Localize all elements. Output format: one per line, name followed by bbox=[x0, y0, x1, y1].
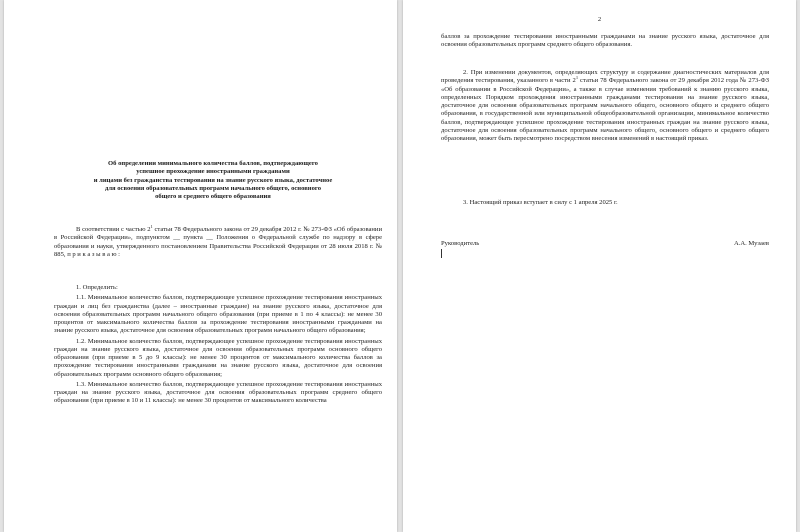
text-cursor bbox=[441, 249, 442, 258]
title-line: Об определении минимального количества баллов, подтверждающего bbox=[108, 160, 318, 167]
intro-text-a: В соответствии с частью 2 bbox=[76, 226, 151, 233]
section-1-heading: 1. Определить: bbox=[76, 284, 118, 291]
page-number: 2 bbox=[597, 16, 602, 23]
section-1-item: 1.1. Минимальное количество баллов, подтверждающее успешное прохождение тестирования иностранных граждан и лиц без гражданства (далее – иностранные граждане) на знание русского языка, достаточное для освоения образовательных программ начального общего образования (при приеме в 1 по 4 классы): не менее 30 процентов от максимального количества баллов за прохождение тестирования иностранными гражданами на знание русского языка, достаточное для освоения образовательных программ начального общего образования; bbox=[54, 294, 382, 335]
section-2-paragraph bbox=[441, 69, 769, 143]
intro-superscript: 1 bbox=[150, 223, 153, 229]
signature-block bbox=[441, 240, 769, 250]
title-line: и лицами без гражданства тестирования на знание русского языка, достаточное bbox=[93, 176, 333, 184]
document-page-2 bbox=[403, 0, 796, 532]
document-page-1 bbox=[4, 0, 397, 532]
section-1 bbox=[54, 284, 382, 406]
section-1-item: 1.3. Минимальное количество баллов, подтверждающее успешное прохождение тестирования иностранных граждан на знание русского языка, достаточное для освоения образовательных программ среднего общего образования (при приеме в 10 и 11 классы): не менее 30 процентов от максимального количества bbox=[54, 380, 382, 405]
signatory-name: А.А. Музаев bbox=[733, 240, 769, 247]
section-1-item: 1.2. Минимальное количество баллов, подтверждающее успешное прохождение тестирования иностранных граждан на знание русского языка, достаточное для освоения образовательных программ основного общего образования (при приеме в 5 до 9 классы): не менее 30 процентов от максимального количества баллов за прохождение тестирования иностранными гражданами на знание русского языка, достаточное для освоения образовательных программ основного общего образования; bbox=[54, 337, 382, 378]
section-2-superscript: 1 bbox=[575, 75, 579, 81]
section-2-text-a: 2. При изменении документов, определяющих структуру и содержание диагностических материалов для проведения тестирования, указанного в части 2 bbox=[441, 69, 769, 85]
title-line: успешное прохождение иностранными гражданами bbox=[136, 168, 290, 176]
title-line: для освоения образовательных программ начального общего, основного bbox=[104, 184, 322, 192]
title-line: общего и среднего общего образования bbox=[155, 193, 271, 200]
intro-text-b: статьи 78 Федерального закона от 29 декабря 2012 г. № 273-ФЗ «Об образовании в Российской Федерации», подпунктом __ пункта __ Положения о Федеральной службе по надзору в сфере образования и науки, утвержденного постановлением Правительства Российской Федерации от 28 июля 2018 г. № 885, п р и к а з ы в а ю : bbox=[54, 226, 382, 258]
document-title bbox=[54, 160, 372, 201]
signatory-position: Руководитель bbox=[441, 240, 480, 247]
continuation-paragraph: баллов за прохождение тестирования иностранными гражданами на знание русского языка, достаточное для освоения образовательных программ среднего общего образования. bbox=[441, 33, 769, 49]
intro-paragraph bbox=[54, 223, 382, 259]
section-2-text-b: статьи 78 Федерального закона от 29 декабря 2012 года № 273-ФЗ «Об образовании в Российской Федерации», а также в случае изменения требований к знанию русского языка, определенных Порядком прохождения иностранными гражданами тестирования на знание русского языка, достаточное для освоения образовательных программ начального общего, основного общего и среднего общего образования, в государственной или муниципальной общеобразовательной организации, минимальное количество баллов, подтверждающее успешное прохождение тестирования иностранных граждан на знание русского языка, достаточное для освоения образовательных программ начального общего, основного общего и среднего общего образования, может быть пересмотрено посредством внесения изменений в настоящий приказ. bbox=[441, 77, 769, 142]
section-3-paragraph: 3. Настоящий приказ вступает в силу с 1 апреля 2025 г. bbox=[463, 199, 618, 206]
